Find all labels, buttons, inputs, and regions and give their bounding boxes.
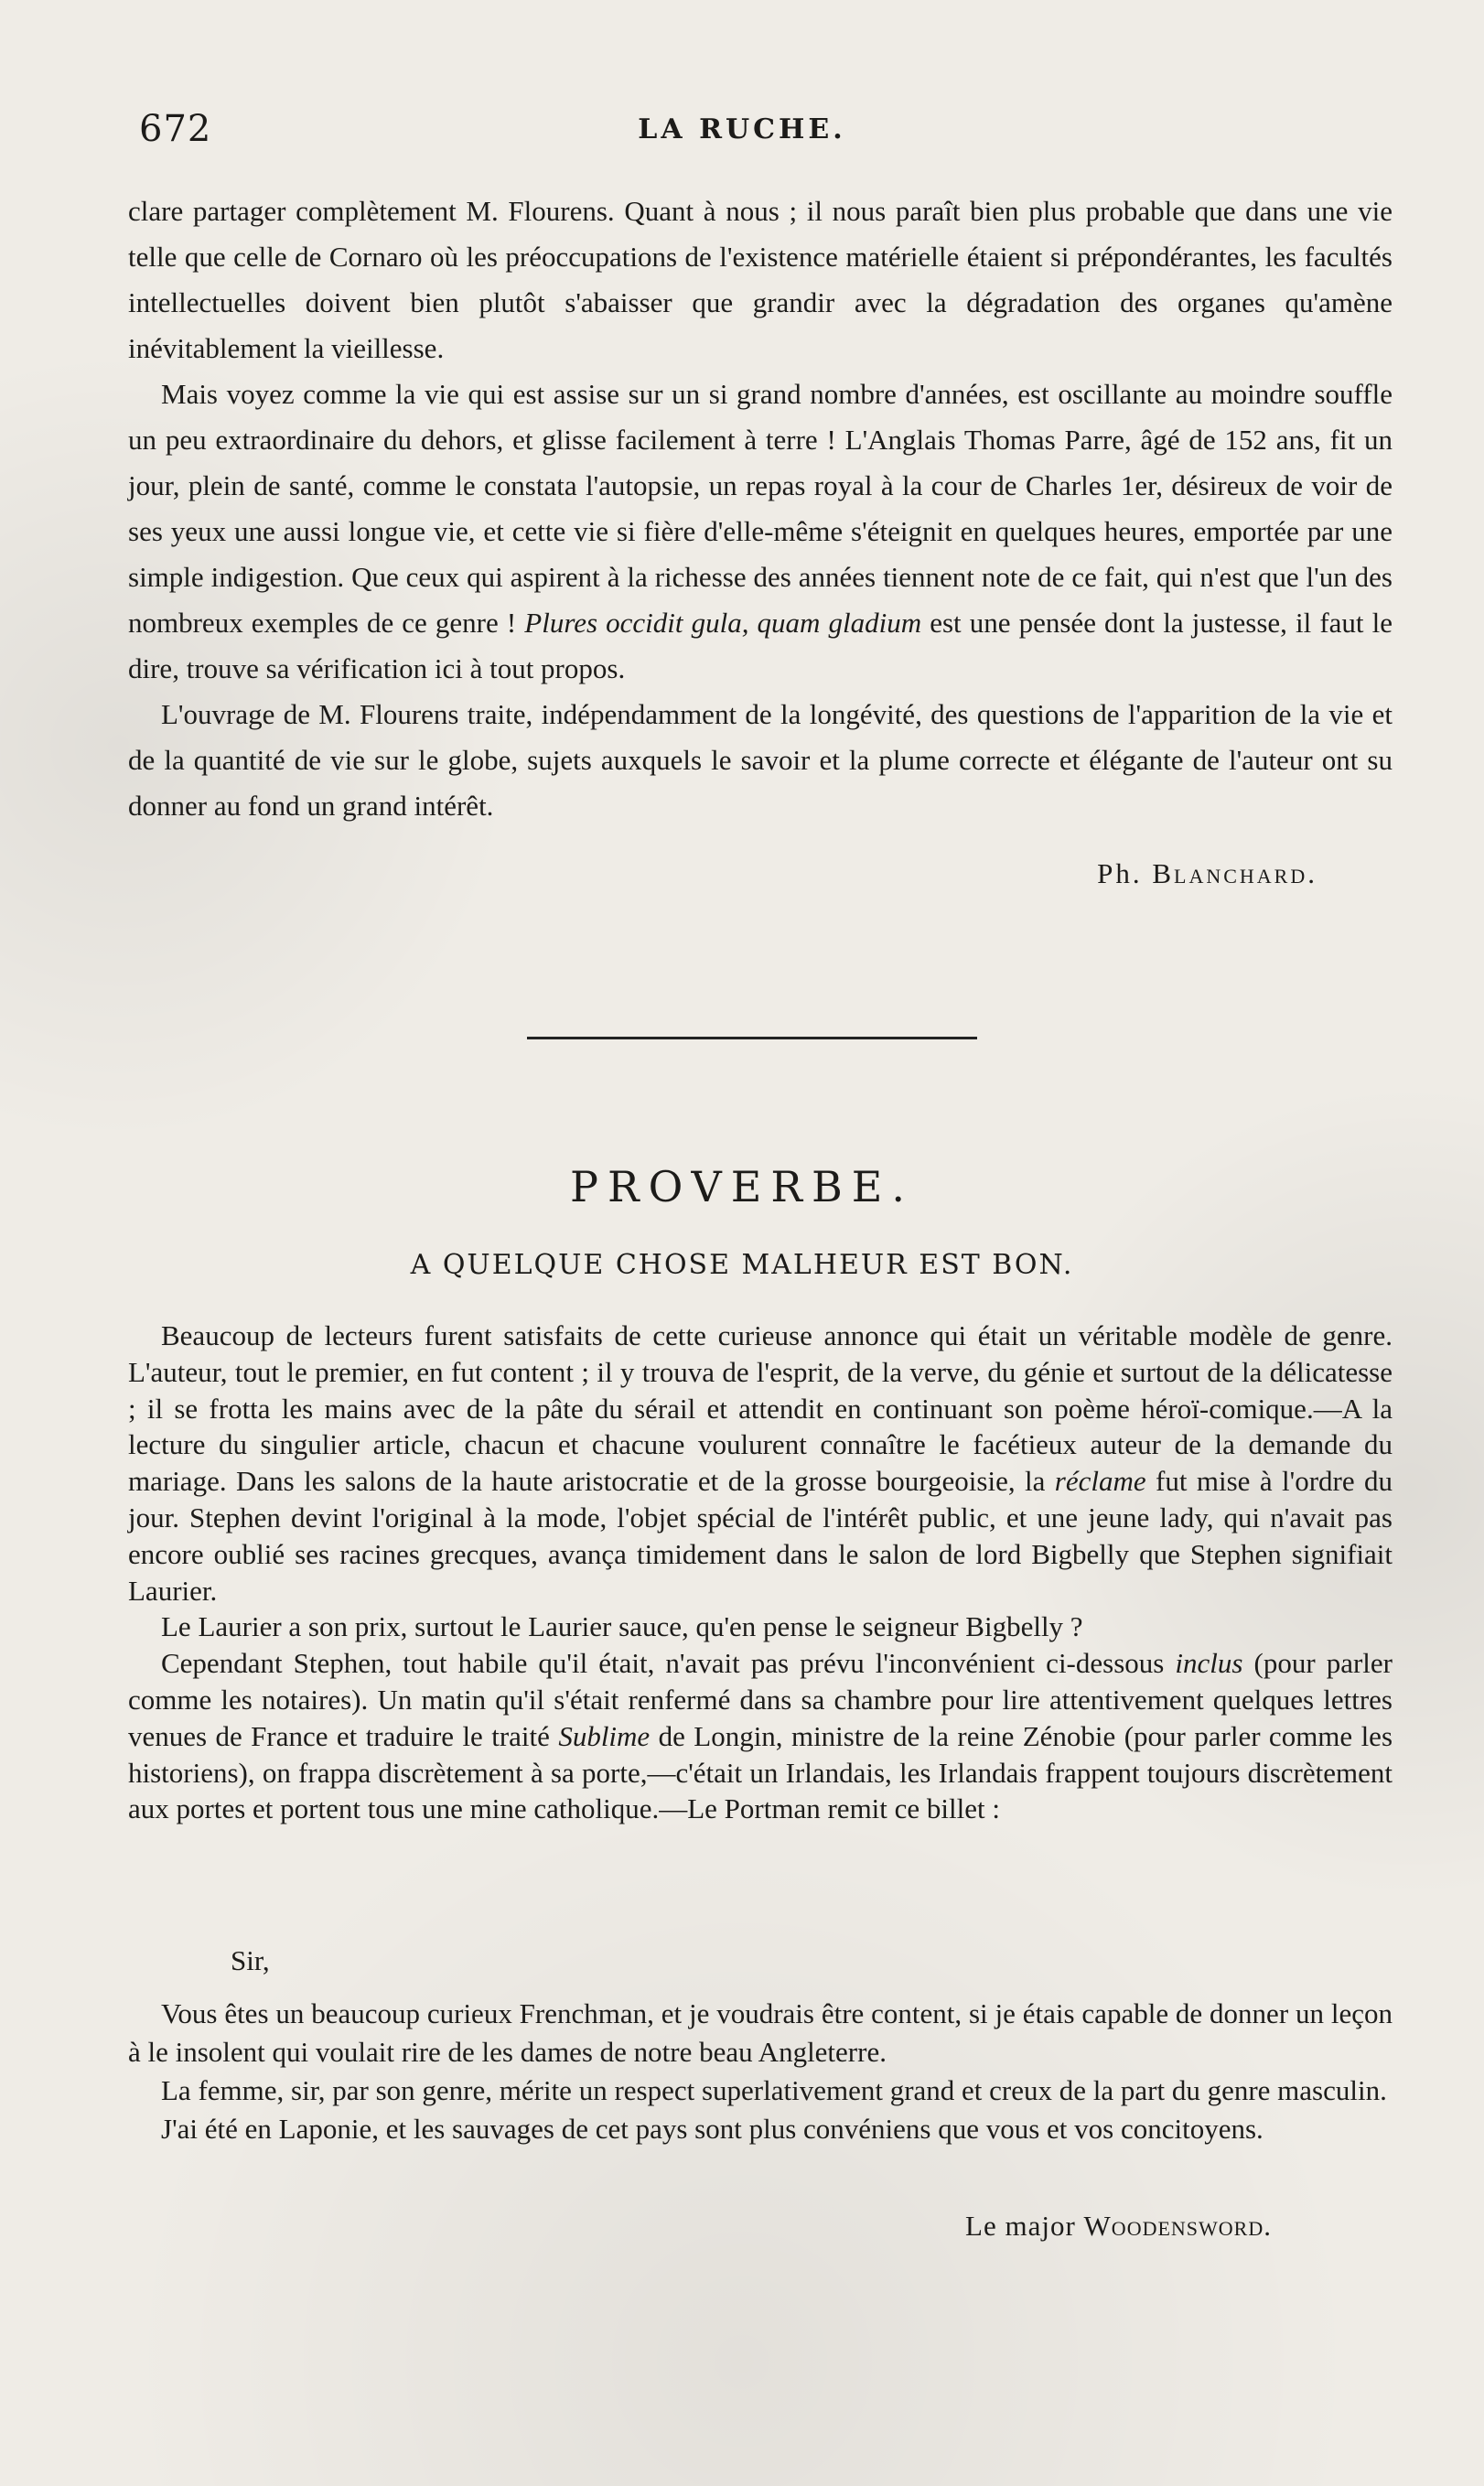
letter-body xyxy=(128,1995,1393,2148)
paragraph: Mais voyez comme la vie qui est assise sur un si grand nombre d'années, est oscillante au moindre souffle un peu extraordinaire du dehors, et glisse facilement à terre ! L'Anglais Thomas Parre, âgé de 152 ans, fit un jour, plein de santé, comme le constata l'autopsie, un repas royal à la cour de Charles 1er, désireux de voir de ses yeux une aussi longue vie, et cette vie si fière d'elle-même s'éteignit en quelques heures, emportée par une simple indigestion. Que ceux qui aspirent à la richesse des années tiennent note de ce fait, qui n'est que l'un des nombreux exemples de ce genre ! Plures occidit gula, quam gladium est une pensée dont la justesse, il faut le dire, trouve sa vérification ici à tout propos. xyxy=(128,378,1393,684)
emphasis: inclus xyxy=(1175,1647,1243,1680)
proverb-body xyxy=(128,1318,1393,1827)
paragraph: Beaucoup de lecteurs furent satisfaits de cette curieuse annonce qui était un véritable modèle de genre. L'auteur, tout le premier, en fut content ; il y trouva de l'esprit, de la verve, du génie et surtout de la délicatesse ; il se frotta les mains avec de la pâte du sérail et attendit en continuant son poème héroï-comique.—A la lecture du singulier article, chacun et chacune voulurent connaître le facétieux auteur de la demande du mariage. Dans les salons de la haute aristocratie et de la grosse bourgeoisie, la réclame fut mise à l'ordre du jour. Stephen devint l'original à la mode, l'objet spécial de l'intérêt public, et une jeune lady, qui n'avait pas encore oublié ses racines grecques, avança timidement dans le salon de lord Bigbelly que Stephen signifiait Laurier. xyxy=(128,1319,1393,1607)
paragraph: La femme, sir, par son genre, mérite un respect superlativement grand et creux de la part du genre masculin. xyxy=(161,2074,1387,2106)
letter-salutation: Sir, xyxy=(231,1944,270,1976)
paragraph: Vous êtes un beaucoup curieux Frenchman, et je voudrais être content, si je étais capable de donner un leçon à le insolent qui voulait rire de les dames de notre beau Angleterre. xyxy=(128,1997,1393,2068)
letter-signature: Le major Woodensword. xyxy=(965,2210,1272,2242)
section-subtitle: A QUELQUE CHOSE MALHEUR EST BON. xyxy=(410,1249,1074,1281)
emphasis: réclame xyxy=(1054,1465,1146,1498)
paragraph: Le Laurier a son prix, surtout le Laurier sauce, qu'en pense le seigneur Bigbelly ? xyxy=(161,1610,1083,1643)
running-head: LA RUCHE. xyxy=(638,113,846,145)
paragraph: L'ouvrage de M. Flourens traite, indépendamment de la longévité, des questions de l'apparition de la vie et de la quantité de vie sur le globe, sujets auxquels le savoir et la plume correcte et élégante de l'auteur ont su donner au fond un grand intérêt. xyxy=(128,698,1393,822)
emphasis: Sublime xyxy=(558,1719,651,1752)
paragraph: J'ai été en Laponie, et les sauvages de cet pays sont plus convéniens que vous et vos concitoyens. xyxy=(161,2113,1264,2145)
page-header xyxy=(0,108,1484,154)
section-divider xyxy=(527,1037,977,1039)
latin-quote: Plures occidit gula, quam gladium xyxy=(524,607,922,639)
author-signature: Ph. Blanchard. xyxy=(1097,857,1317,889)
section-title: PROVERBE. xyxy=(570,1162,914,1211)
article-body xyxy=(128,188,1393,829)
paragraph: clare partager complètement M. Flourens. Quant à nous ; il nous paraît bien plus probable que dans une vie telle que celle de Cornaro où les préoccupations de l'existence matérielle étaient si prépondérantes, les facultés intellectuelles doivent bien plutôt s'abaisser que grandir avec la dégradation des organes qu'amène inévitablement la vieillesse. xyxy=(128,195,1393,364)
page-number: 672 xyxy=(139,108,212,150)
paragraph: Cependant Stephen, tout habile qu'il était, n'avait pas prévu l'inconvénient ci-dessous inclus (pour parler comme les notaires). Un matin qu'il s'était renfermé dans sa chambre pour lire attentivement quelques lettres venues de France et traduire le traité Sublime de Longin, ministre de la reine Zénobie (pour parler comme les historiens), on frappa discrètement à sa porte,—c'était un Irlandais, les Irlandais frappent toujours discrètement aux portes et portent tous une mine catholique.—Le Portman remit ce billet : xyxy=(128,1647,1393,1825)
